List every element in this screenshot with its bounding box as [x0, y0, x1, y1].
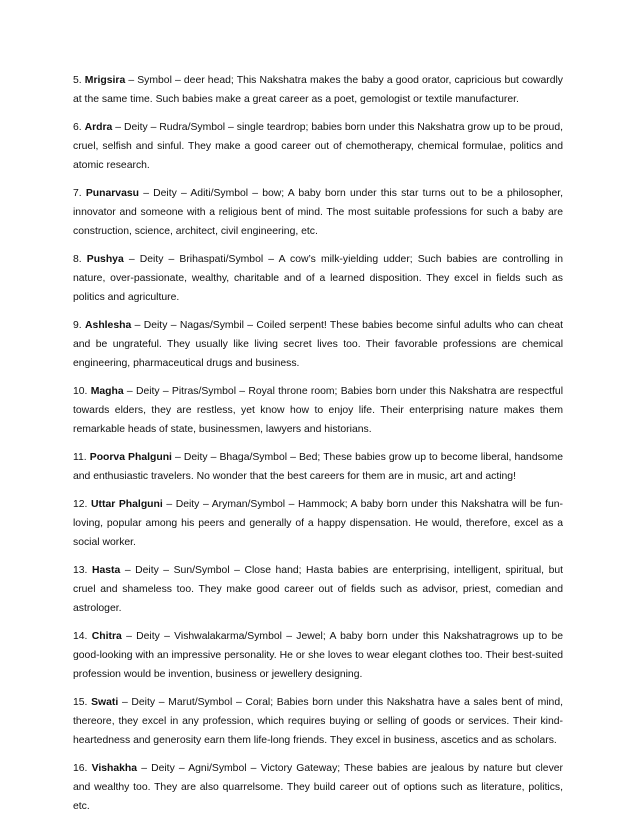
entry-number: 6.: [73, 122, 82, 133]
entry-number: 7.: [73, 188, 82, 199]
entry-text: – Deity – Aryman/Symbol – Hammock; A baby born under this Nakshatra will be fun-loving, popular among his peers and generally of a happy dispensation. He would, therefore, excel as a social worker.: [73, 499, 563, 548]
entry-number: 13.: [73, 565, 88, 576]
entry-text: – Deity – Bhaga/Symbol – Bed; These babies grow up to become liberal, handsome and enthusiastic travelers. No wonder that the best careers for them are in music, art and acting!: [73, 452, 564, 482]
entry-text: – Deity – Aditi/Symbol – bow; A baby born under this star turns out to be a philosopher, innovator and someone with a religious bent of mind. The most suitable professions for such a baby are construction, science, architect, civil engineering, etc.: [73, 188, 564, 237]
entry-swati: [73, 693, 563, 750]
entry-number: 14.: [73, 631, 88, 642]
entry-text: – Deity – Vishwalakarma/Symbol – Jewel; A baby born under this Nakshatragrows up to be good-looking with an impressive personality. He or she loves to wear elegant clothes too. Their best-suited profession would be invention, business or jewellery designing.: [73, 631, 564, 680]
entry-number: 15.: [73, 697, 88, 708]
entry-uttar-phalguni: [73, 495, 563, 552]
entry-number: 11.: [73, 452, 87, 463]
entry-mrigsira: [73, 71, 563, 109]
nakshatra-name: Hasta: [91, 565, 121, 576]
entry-magha: [73, 382, 563, 439]
entry-number: 12.: [73, 499, 88, 510]
nakshatra-name: Pushya: [86, 254, 124, 265]
nakshatra-name: Ardra: [84, 122, 113, 133]
entry-text: – Deity – Sun/Symbol – Close hand; Hasta babies are enterprising, intelligent, spiritual, but cruel and shameless too. They make good career out of fields such as advisor, priest, comedian and astrologer.: [73, 565, 564, 614]
entry-number: 16.: [73, 763, 88, 774]
entry-number: 9.: [73, 320, 82, 331]
entry-text: – Deity – Agni/Symbol – Victory Gateway; These babies are jealous by nature but clever and wealthy too. They are also quarrelsome. They build career out of options such as literature, politics, etc.: [73, 763, 564, 812]
entry-punarvasu: [73, 184, 563, 241]
document-page: [73, 71, 563, 825]
entry-ashlesha: [73, 316, 563, 373]
entry-text: – Deity – Brihaspati/Symbol – A cow’s milk-yielding udder; Such babies are controlling in nature, over-passionate, wealthy, charitable and of a learned disposition. They excel in fields such as politics and agriculture.: [73, 254, 563, 303]
nakshatra-name: Chitra: [91, 631, 122, 642]
nakshatra-name: Ashlesha: [85, 320, 132, 331]
entry-ardra: [73, 118, 563, 175]
nakshatra-name: Swati: [91, 697, 119, 708]
entry-text: – Symbol – deer head; This Nakshatra makes the baby a good orator, capricious but cowardly at the same time. Such babies make a great career as a poet, gemologist or textile manufacturer.: [73, 75, 564, 105]
entry-text: – Deity – Marut/Symbol – Coral; Babies born under this Nakshatra have a sales bent of mind, thereore, they excel in any profession, which requires buying or selling of goods or services. Their kind-heartedness and generosity earn them life-long friends. They excel in business, ascetics and as scholars.: [73, 697, 563, 746]
entry-text: – Deity – Rudra/Symbol – single teardrop; babies born under this Nakshatra grow up to be proud, cruel, selfish and sinful. They make a good career out of chemotherapy, chemical formulae, politics and atomic research.: [73, 122, 563, 171]
entry-poorva-phalguni: [73, 448, 563, 486]
entry-pushya: [73, 250, 563, 307]
entry-number: 8.: [73, 254, 82, 265]
entry-chitra: [73, 627, 563, 684]
nakshatra-name: Vishakha: [91, 763, 138, 774]
entry-text: – Deity – Pitras/Symbol – Royal throne room; Babies born under this Nakshatra are respectful towards elders, they are restless, yet know how to enjoy life. Their enterprising nature makes them remarkable heads of state, businessmen, lawyers and historians.: [73, 386, 563, 435]
nakshatra-name: Mrigsira: [84, 75, 126, 86]
entry-number: 10.: [73, 386, 88, 397]
entry-vishakha: [73, 759, 563, 816]
nakshatra-name: Punarvasu: [85, 188, 139, 199]
entry-number: 5.: [73, 75, 82, 86]
entry-text: – Deity – Nagas/Symbil – Coiled serpent! These babies become sinful adults who can cheat and be ungrateful. They usually like living secret lives too. Their favorable professions are chemical engineering, pharmaceutical drugs and business.: [73, 320, 564, 369]
nakshatra-name: Uttar Phalguni: [91, 499, 163, 510]
nakshatra-name: Poorva Phalguni: [89, 452, 172, 463]
nakshatra-name: Magha: [90, 386, 124, 397]
entry-hasta: [73, 561, 563, 618]
